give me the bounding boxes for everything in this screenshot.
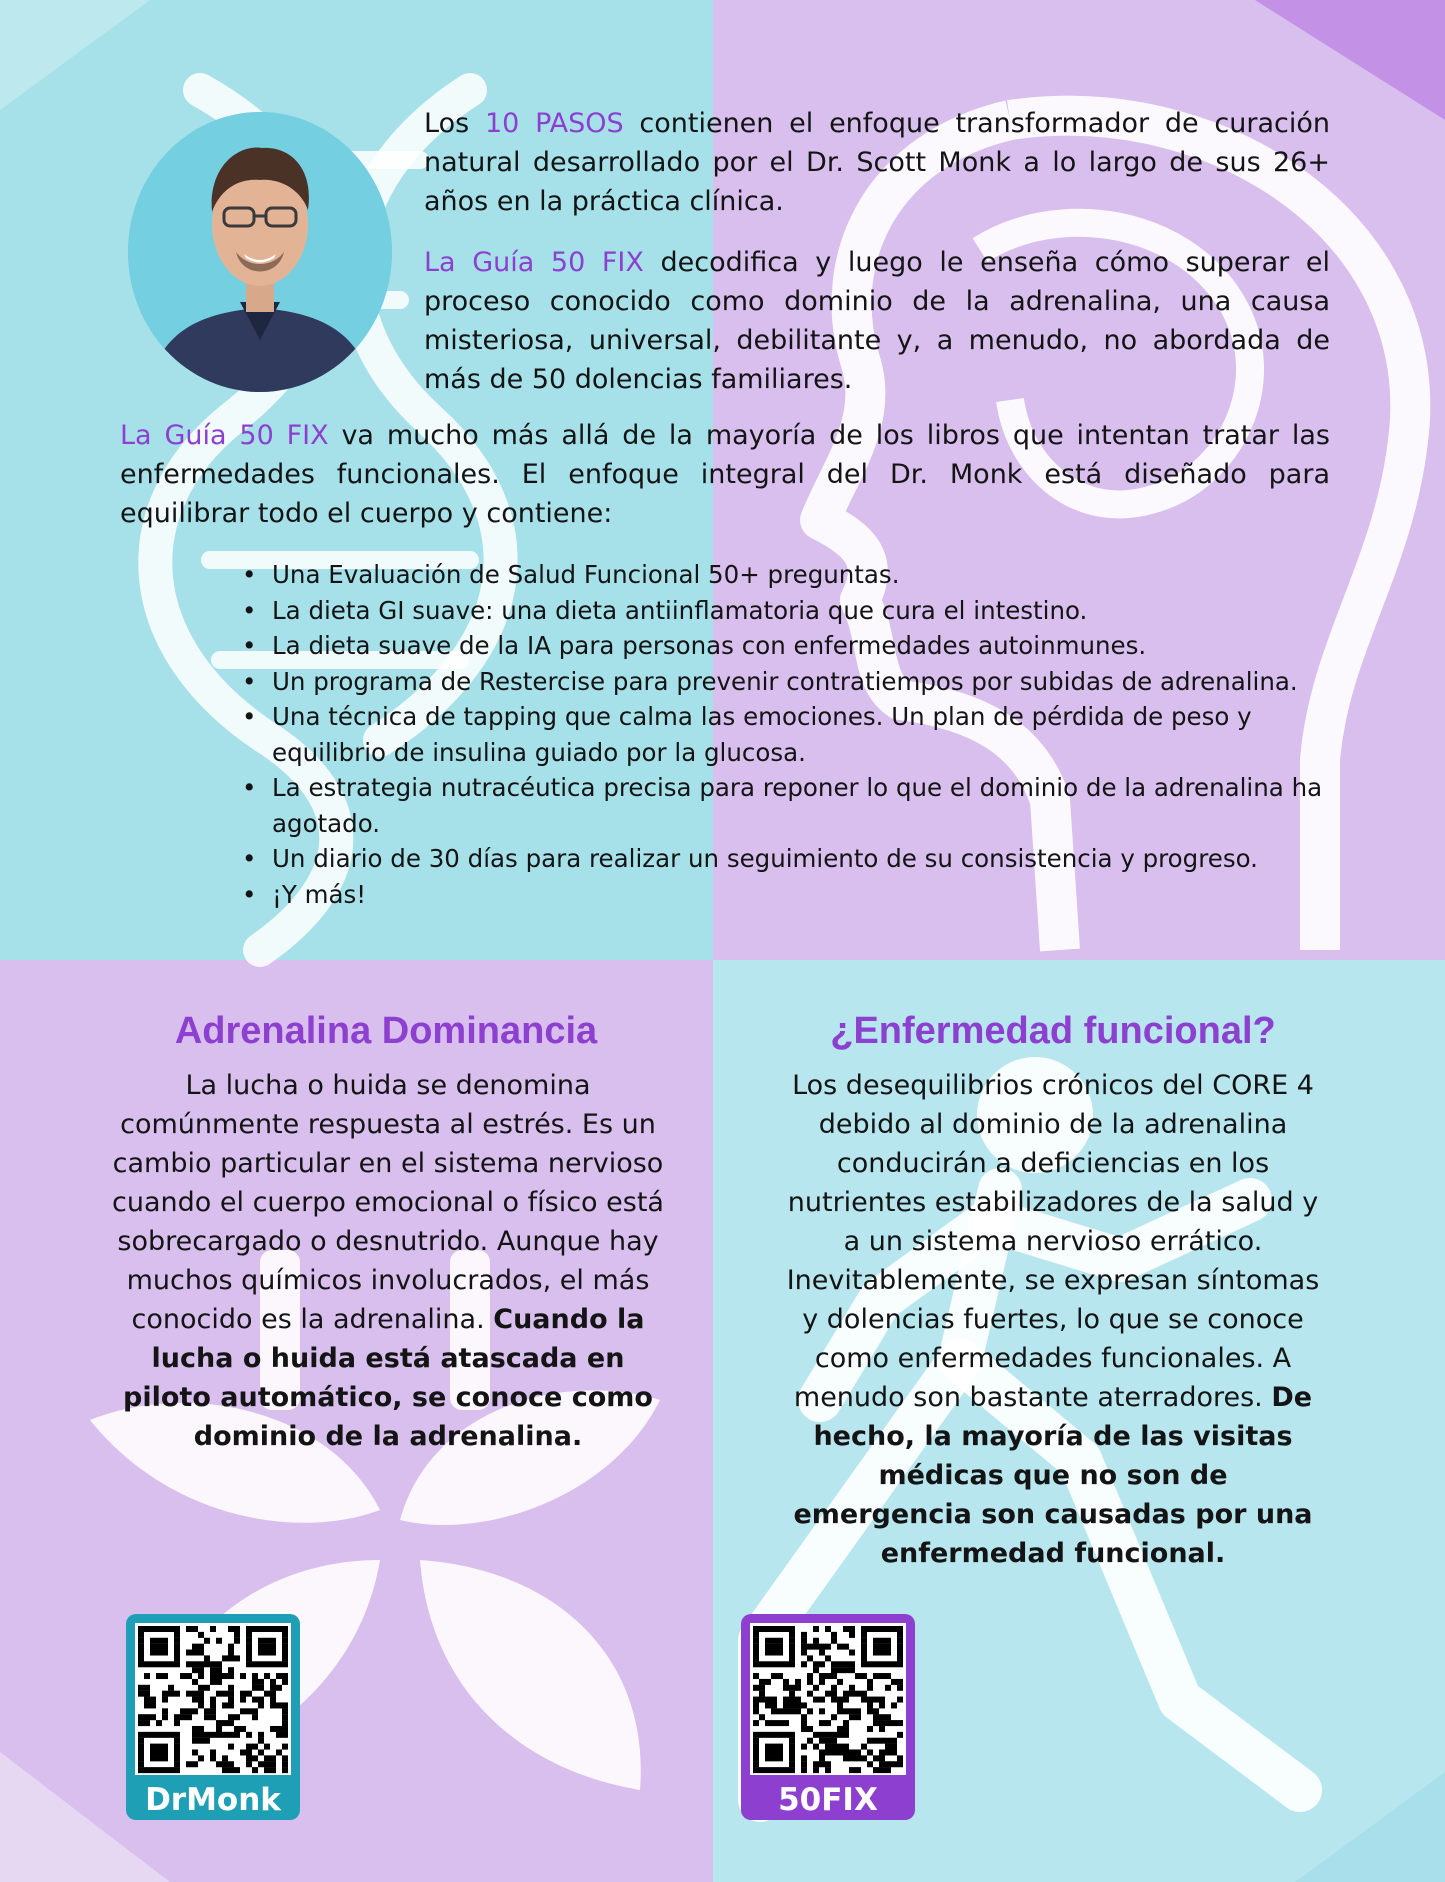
feature-item: • La estrategia nutracéutica precisa para reponer lo que el dominio de la adrenalina ha agotado. [272,770,1352,841]
functional-body: Los desequilibrios crónicos del CORE 4 debido al dominio de la adrenalina conducirán a deficiencias en los nutrientes estabilizadores de la salud y a un sistema nervioso errático. Inevitablemente, se expresan síntomas y dolencias fuertes, lo que se conoce como enfermedades funcionales. A menudo son bastante aterradores. [786,1070,1320,1413]
intro-paragraph-1 [424,104,1330,221]
adrenaline-dominance-text [112,1066,664,1456]
qr-code-image [135,1623,291,1775]
feature-item: • Un programa de Restercise para prevenir contratiempos por subidas de adrenalina. [272,664,1352,700]
feature-item: • Un diario de 30 días para realizar un seguimiento de su consistencia y progreso. [272,841,1352,877]
feature-item: • ¡Y más! [272,877,1352,913]
feature-item: • La dieta suave de la IA para personas con enfermedades autoinmunes. [272,628,1352,664]
ten-steps-highlight: 10 PASOS [484,108,624,139]
qr-label-50fix: 50FIX [778,1782,878,1818]
functional-illness-heading: ¿Enfermedad funcional? [830,1010,1276,1052]
intro-p1-text: contienen el enfoque transformador de curación natural desarrollado por el Dr. Scott Monk a lo largo de sus 26+ años en la práctica clínica. [424,108,1330,217]
author-portrait [128,112,392,392]
qr-pattern-icon [750,1623,906,1775]
qr-code-50fix[interactable] [741,1614,915,1820]
intro-p1-prefix: Los [424,108,485,139]
feature-item: • La dieta GI suave: una dieta antiinflamatoria que cura el intestino. [272,593,1352,629]
intro-paragraph-3 [120,416,1330,533]
qr-pattern-icon [135,1623,291,1775]
feature-item: • Una técnica de tapping que calma las emociones. Un plan de pérdida de peso y equilibrio de insulina guiado por la glucosa. [272,699,1352,770]
qr-code-image [750,1623,906,1775]
qr-code-drmonk[interactable] [126,1614,300,1820]
adrenaline-dominance-heading: Adrenalina Dominancia [174,1010,598,1052]
guide-name-highlight: La Guía 50 FIX [424,247,644,278]
adrenaline-bold-conclusion: Cuando la lucha o huida está atascada en piloto automático, se conoce como dominio de la adrenalina. [123,1304,653,1452]
intro-p3-text: va mucho más allá de la mayoría de los libros que intentan tratar las enfermedades funcionales. El enfoque integral del Dr. Monk está diseñado para equilibrar todo el cuerpo y contiene: [120,420,1330,529]
feature-item: • Una Evaluación de Salud Funcional 50+ preguntas. [272,557,1352,593]
functional-illness-text [786,1066,1320,1573]
functional-bold-conclusion: De hecho, la mayoría de las visitas médicas que no son de emergencia son causadas por una enfermedad funcional. [793,1382,1313,1569]
intro-paragraph-2 [424,243,1330,399]
author-photo-illustration [128,112,392,392]
adrenaline-body: La lucha o huida se denomina comúnmente respuesta al estrés. Es un cambio particular en el sistema nervioso cuando el cuerpo emocional o físico está sobrecargado o desnutrido. Aunque hay muchos químicos involucrados, el más conocido es la adrenalina. [112,1070,664,1335]
intro-p2-text: decodifica y luego le enseña cómo superar el proceso conocido como dominio de la adrenalina, una causa misteriosa, universal, debilitante y, a menudo, no abordada de más de 50 dolencias familiares. [424,247,1330,395]
intro-text [424,104,1330,421]
qr-label-drmonk: DrMonk [145,1782,281,1818]
guide-name-highlight-2: La Guía 50 FIX [120,420,329,451]
feature-list [272,557,1352,912]
